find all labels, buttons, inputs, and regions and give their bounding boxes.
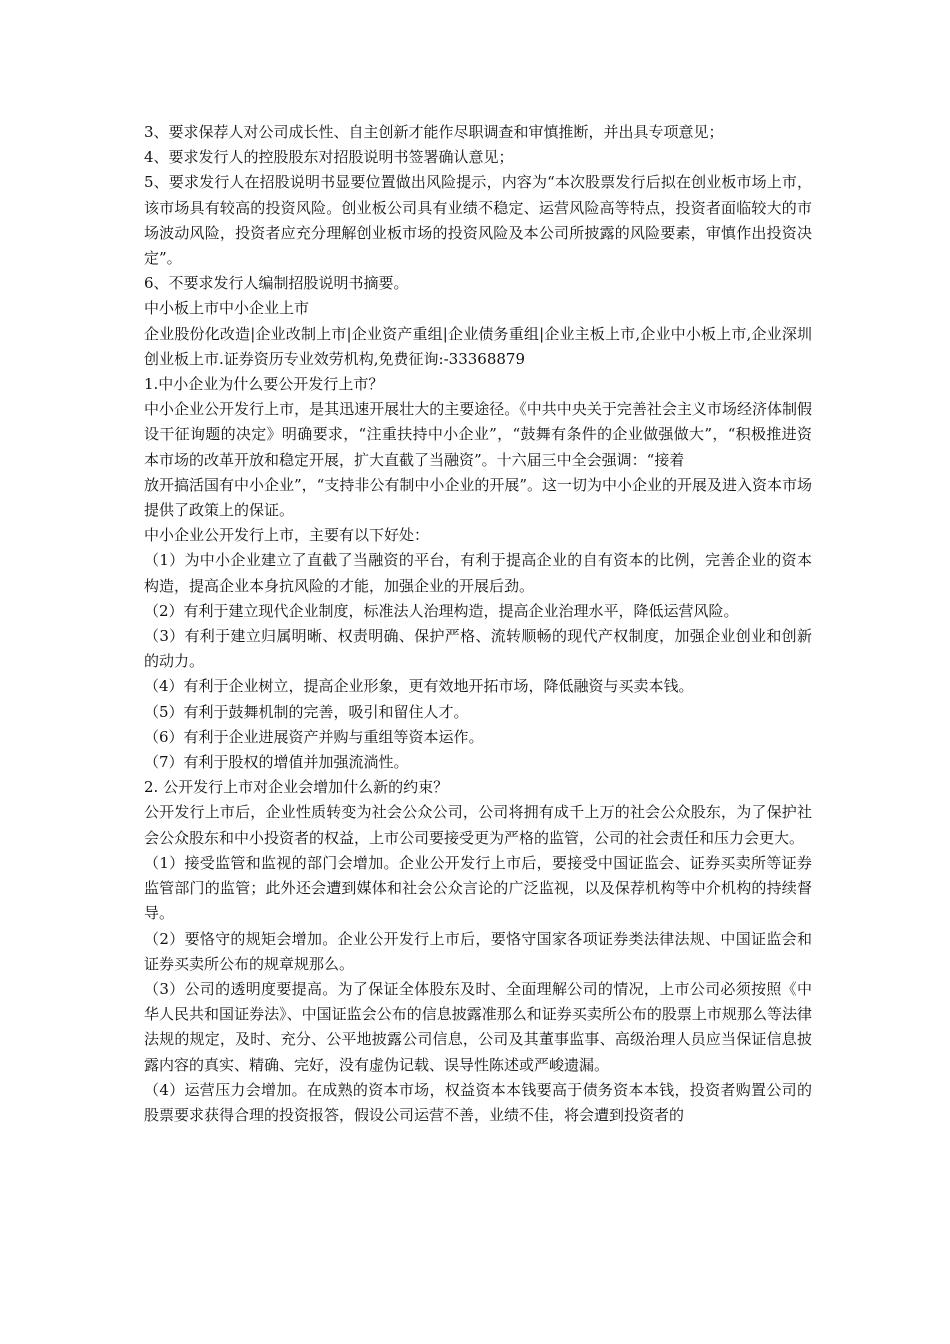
benefits-intro: 中小企业公开发行上市，主要有以下好处： xyxy=(144,526,430,545)
question-1-answer-continued: 放开搞活国有中小企业”，“支持非公有制中小企业的开展”。这一切为中小企业的开展及进入资本市场提供了政策上的保证。 xyxy=(144,475,813,520)
benefit-item-7: （7）有利于股权的增值并加强流淌性。 xyxy=(144,753,409,772)
benefit-item-2: （2）有利于建立现代企业制度，标准法人治理构造，提高企业治理水平，降低运营风险。 xyxy=(144,601,739,620)
section-heading-sme-listing: 中小板上市中小企业上市 xyxy=(144,299,310,318)
question-1-answer: 中小企业公开发行上市，是其迅速开展壮大的主要途径。《中共中央关于完善社会主义市场经济体制假设干征询题的决定》明确要求，“注重扶持中小企业”，“鼓舞有条件的企业做强做大”，“积极推进资本市场的改革开放和稳定开展，扩大直截了当融资”。十六届三中全会强调：“接着 xyxy=(144,400,812,469)
question-1-heading: 1.中小企业为什么要公开发行上市？ xyxy=(144,375,384,394)
constraint-item-4: （4）运营压力会增加。在成熟的资本市场，权益资本本钱要高于债务资本本钱，投资者购置公司的股票要求获得合理的投资报答，假设公司运营不善，业绩不佳，将会遭到投资者的 xyxy=(144,1080,812,1124)
benefit-item-4: （4）有利于企业树立，提高企业形象，更有效地开拓市场，降低融资与买卖本钱。 xyxy=(144,677,694,696)
benefit-item-1: （1）为中小企业建立了直截了当融资的平台，有利于提高企业的自有资本的比例，完善企业的资本构造，提高企业本身抗风险的才能，加强企业的开展后劲。 xyxy=(144,551,812,595)
paragraph-item-3: 3、要求保荐人对公司成长性、自主创新才能作尽职调查和审慎推断，并出具专项意见； xyxy=(144,123,724,141)
question-2-heading: 2. 公开发行上市对企业会增加什么新的约束？ xyxy=(144,778,449,797)
question-2-answer: 公开发行上市后，企业性质转变为社会公众公司，公司将拥有成千上万的社会公众股东，为了保护社会公众股东和中小投资者的权益，上市公司要接受更为严格的监管，公司的社会责任和压力会更大。 xyxy=(144,803,812,847)
constraint-item-2: （2）要恪守的规矩会增加。企业公开发行上市后，要恪守国家各项证券类法律法规、中国证监会和证券买卖所公布的规章规那么。 xyxy=(144,929,812,973)
benefit-item-5: （5）有利于鼓舞机制的完善，吸引和留住人才。 xyxy=(144,702,469,721)
paragraph-item-5-risk-warning: 5、要求发行人在招股说明书显要位置做出风险提示，内容为“本次股票发行后拟在创业板市场上市，该市场具有较高的投资风险。创业板公司具有业绩不稳定、运营风险高等特点，投资者面临较大的市场波动风险，投资者应充分理解创业板市场的投资风险及本公司所披露的风险要素，审慎作出投资决定”。 xyxy=(144,173,812,268)
paragraph-item-6: 6、不要求发行人编制招股说明书摘要。 xyxy=(144,274,409,293)
constraint-item-3: （3）公司的透明度要提高。为了保证全体股东及时、全面理解公司的情况，上市公司必须按照《中华人民共和国证券法》、中国证监会公布的信息披露准那么和证券买卖所公布的股票上市规那么等法律法规的规定，及时、充分、公平地披露公司信息，公司及其董事监事、高级治理人员应当保证信息披露内容的真实、精确、完好，没有虚伪记载、误导性陈述或严峻遗漏。 xyxy=(144,979,812,1074)
document-body xyxy=(144,120,812,1128)
paragraph-item-4: 4、要求发行人的控股股东对招股说明书签署确认意见； xyxy=(144,148,514,167)
constraint-item-1: （1）接受监管和监视的部门会增加。企业公开发行上市后，要接受中国证监会、证券买卖所等证券监管部门的监管；此外还会遭到媒体和社会公众言论的广泛监视，以及保荐机构等中介机构的持续督导。 xyxy=(144,853,812,923)
benefit-item-3: （3）有利于建立归属明晰、权责明确、保护严格、流转顺畅的现代产权制度，加强企业创业和创新的动力。 xyxy=(144,627,812,671)
service-advertisement: 企业股份化改造|企业改制上市|企业资产重组|企业债务重组|企业主板上市,企业中小板上市,企业深圳创业板上市.证券资历专业效劳机构,免费征询:-33368879 xyxy=(144,324,812,368)
benefit-item-6: （6）有利于企业进展资产并购与重组等资本运作。 xyxy=(144,727,484,746)
